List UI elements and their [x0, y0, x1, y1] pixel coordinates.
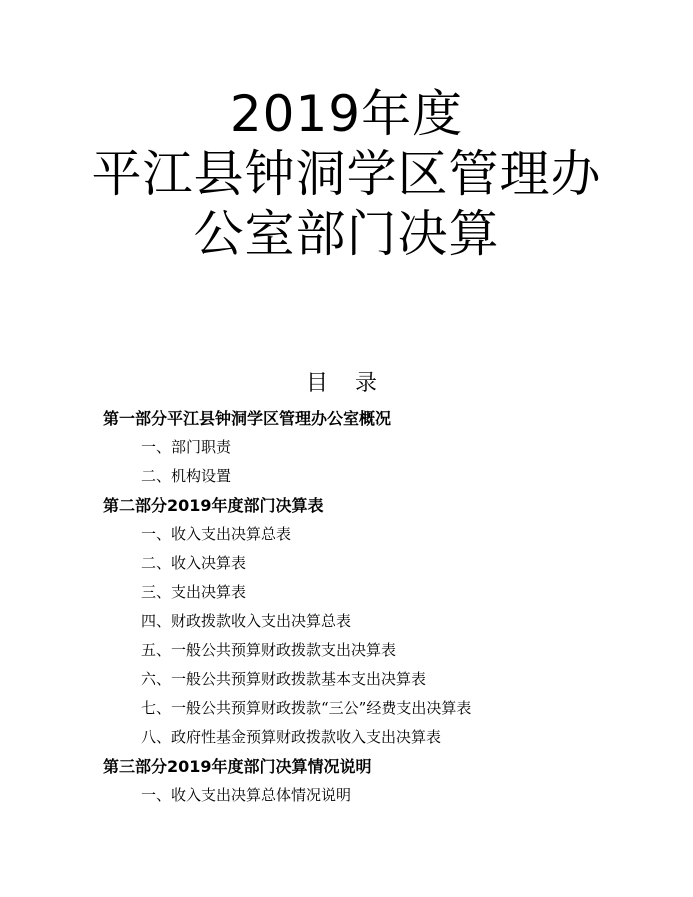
- toc-item: 六、一般公共预算财政拨款基本支出决算表: [141, 670, 427, 688]
- table-of-contents: [103, 404, 663, 810]
- toc-item: 二、机构设置: [141, 467, 232, 485]
- toc-item: 二、收入决算表: [141, 554, 247, 572]
- cover-title-line-2: 平江县钟洞学区管理办: [91, 145, 602, 203]
- toc-heading: 目 录: [306, 371, 387, 396]
- cover-title-line-3: 公室部门决算: [193, 205, 500, 263]
- toc-item: 五、一般公共预算财政拨款支出决算表: [141, 641, 397, 659]
- toc-item: 一、收入支出决算总表: [141, 525, 292, 543]
- toc-item: 三、支出决算表: [141, 583, 247, 601]
- toc-item: 四、财政拨款收入支出决算总表: [141, 612, 352, 630]
- cover-title-line-1: 2019年度: [229, 85, 464, 143]
- cover-title: [0, 84, 693, 264]
- toc-item: 一、收入支出决算总体情况说明: [141, 786, 352, 804]
- toc-part-2-title: 第二部分2019年度部门决算表: [103, 496, 324, 515]
- toc-item: 七、一般公共预算财政拨款“三公”经费支出决算表: [141, 699, 472, 717]
- toc-item: 一、部门职责: [141, 438, 232, 456]
- toc-part-3-title: 第三部分2019年度部门决算情况说明: [103, 757, 372, 776]
- toc-item: 八、政府性基金预算财政拨款收入支出决算表: [141, 728, 442, 746]
- toc-part-1-title: 第一部分平江县钟洞学区管理办公室概况: [103, 409, 392, 428]
